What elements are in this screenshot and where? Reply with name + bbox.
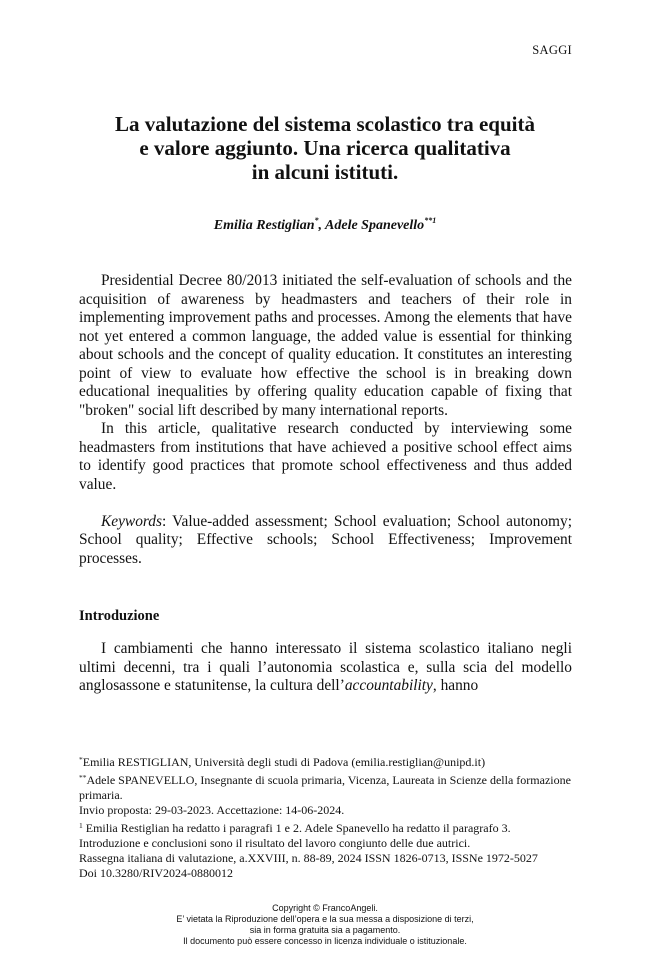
footnote-text: Emilia Restiglian ha redatto i paragrafi 1 e 2. Adele Spanevello ha redatto il paragrafo 3. Introduzione e conclusioni sono il risultato del lavoro congiunto delle due autrici. [79,821,511,850]
italic-term: accountability [344,677,433,694]
abstract [79,272,572,568]
title-line: e valore aggiunto. Una ricerca qualitativa [139,136,511,160]
introduction-text [79,640,572,696]
body-text: I cambiamenti che hanno interessato il sistema scolastico italiano negli ultimi decenni, tra i quali l’autonomia scolastica e, sulla scia del modello anglosassone e statunitense, la cultura dell’ [79,640,572,694]
keywords-label: Keywords [101,512,162,530]
footnote-mark: 1 [79,821,83,830]
footnote-mark: * [79,755,83,764]
footnote [79,770,574,803]
title-line: La valutazione del sistema scolastico tra equità [115,112,535,136]
footnote-mark: ** [79,773,87,782]
footnote [79,818,574,851]
keywords-text: : Value-added assessment; School evaluation; School autonomy; School quality; Effective schools; School Effectiveness; Improvement processes. [79,512,572,567]
author-line [60,216,590,234]
submission-dates: Invio proposta: 29-03-2023. Accettazione: 14-06-2024. [79,803,345,817]
body-paragraph [79,640,572,696]
author-footnote-mark: * [314,216,319,225]
title-line: in alcuni istituti. [251,160,399,184]
section-heading: Introduzione [79,608,160,624]
journal-doi: Doi 10.3280/RIV2024-0880012 [79,866,233,880]
author-footnote-mark: **1 [424,216,437,225]
abstract-paragraph: In this article, qualitative research conducted by interviewing some headmasters from institutions that have achieved a positive school effect aims to identify good practices that promote school effectiveness and thus added value. [79,420,572,493]
author-separator: , [318,218,326,233]
footnote-text: Adele SPANEVELLO, Insegnante di scuola primaria, Vicenza, Laureata in Scienze della formazione primaria. [79,773,571,802]
section-label: SAGGI [532,43,572,57]
abstract-paragraph: Presidential Decree 80/2013 initiated the self-evaluation of schools and the acquisition of awareness by headmasters and teachers of their role in implementing improvement paths and processes. Among the elements that have not yet entered a common language, the added value is essential for thinking about schools and the concept of quality education. It constitutes an interesting point of view to evaluate how effective the school is in breaking down educational inequalities by offering quality education capable of fixing that "broken" social lift described by many international reports. [79,272,572,419]
footnotes [79,752,574,851]
copyright-line: Il documento può essere concesso in licenza individuale o istituzionale. [183,936,467,946]
keywords [79,513,572,569]
copyright-notice [60,903,590,947]
copyright-line: Copyright © FrancoAngeli. [272,903,378,913]
author-name: Emilia Restiglian [213,218,315,233]
journal-citation: Rassegna italiana di valutazione, a.XXVIII, n. 88-89, 2024 ISSN 1826-0713, ISSNe 1972-5027 [79,851,538,865]
author-name: Adele Spanevello [325,218,425,233]
footnote-text: Emilia RESTIGLIAN, Università degli studi di Padova (emilia.restiglian@unipd.it) [82,755,486,769]
article-title [60,112,590,184]
footnote [79,752,574,770]
copyright-line: E’ vietata la Riproduzione dell’opera e la sua messa a disposizione di terzi, [176,914,474,924]
body-text: , hanno [432,677,479,694]
copyright-line: sia in forma gratuita sia a pagamento. [249,925,401,935]
journal-info [79,851,574,881]
